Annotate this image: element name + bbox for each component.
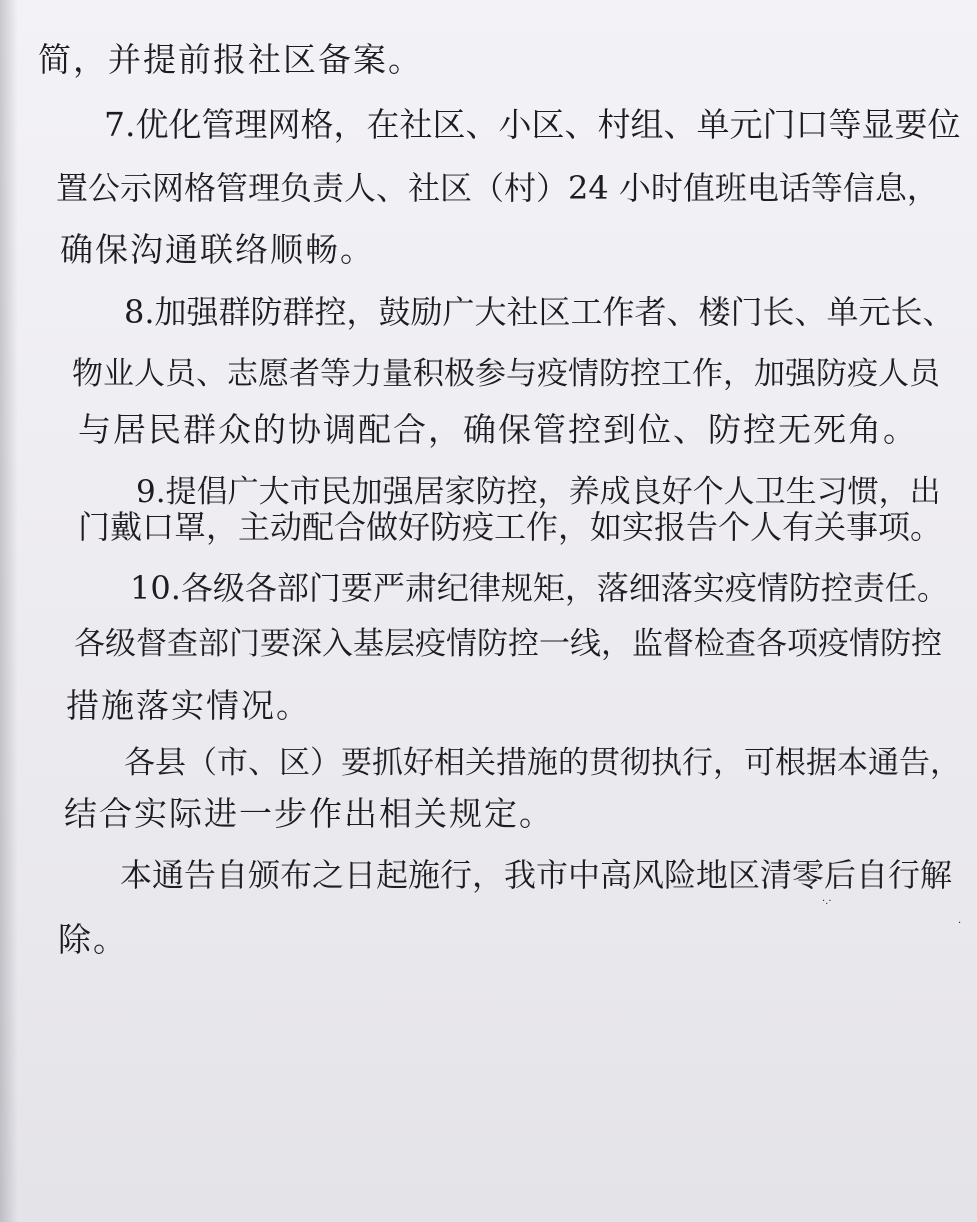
- text-line-15: 本通告自颁布之日起施行，我市中高风险地区清零后自行解: [120, 856, 953, 894]
- text-line-4: 确保沟通联络顺畅。: [60, 230, 375, 269]
- paper-speck: ·.·: [822, 896, 832, 907]
- text-line-8: 9.提倡广大市民加强居家防控，养成良好个人卫生习惯，出: [136, 474, 941, 510]
- text-line-11: 各级督查部门要深入基层疫情防控一线，监督检查各项疫情防控: [74, 626, 942, 662]
- text-line-13: 各县（市、区）要抓好相关措施的贯彻执行，可根据本通告，: [124, 745, 961, 781]
- paper-speck: ·: [958, 918, 962, 929]
- text-line-2: 7.优化管理网格，在社区、小区、村组、单元门口等显要位: [104, 105, 961, 144]
- text-line-3: 置公示网格管理负责人、社区（村）24 小时值班电话等信息，: [56, 169, 939, 207]
- text-line-16: 除。: [58, 920, 128, 959]
- text-line-1: 简，并提前报社区备案。: [38, 40, 423, 79]
- text-line-9: 门戴口罩，主动配合做好防疫工作，如实报告个人有关事项。: [78, 508, 943, 546]
- text-line-12: 措施落实情况。: [66, 686, 311, 725]
- page-edge-shadow: [0, 0, 18, 1222]
- text-line-6: 物业人员、志愿者等力量积极参与疫情防控工作，加强防疫人员: [72, 356, 940, 392]
- text-line-10: 10.各级各部门要严肃纪律规矩，落细落实疫情防控责任。: [130, 569, 949, 607]
- text-line-14: 结合实际进一步作出相关规定。: [64, 794, 554, 833]
- text-line-7: 与居民群众的协调配合，确保管控到位、防控无死角。: [78, 410, 918, 449]
- text-line-5: 8.加强群防群控，鼓励广大社区工作者、楼门长、单元长、: [124, 293, 955, 331]
